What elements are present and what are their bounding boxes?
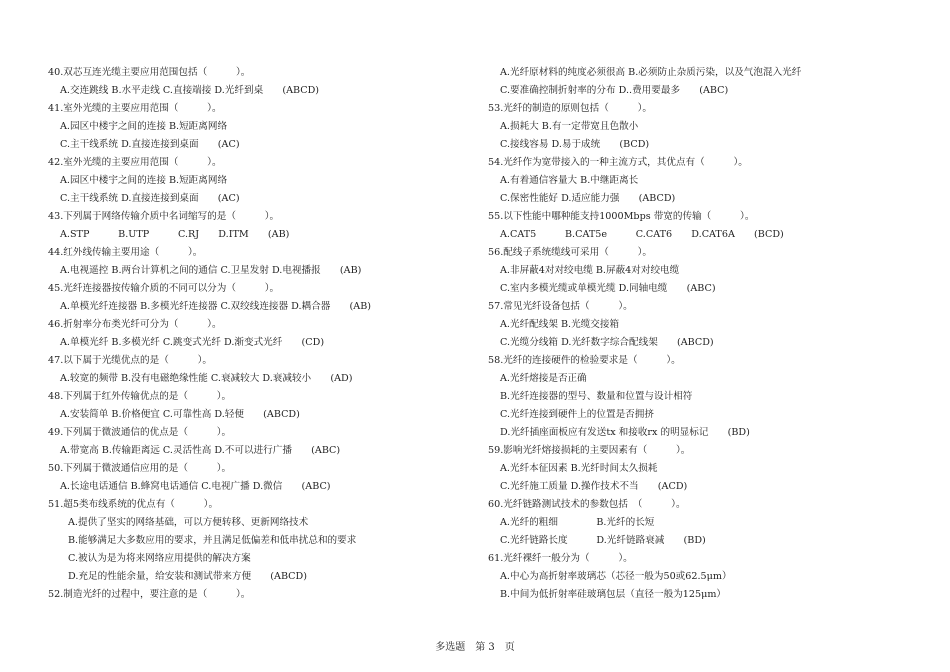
answer-options: C.接线容易 D.易于成统 (BCD) (500, 139, 650, 150)
answer-options: A.光纤配线架 B.光缆交接箱 (500, 319, 620, 330)
question-stem: 50.下列属于微波通信应用的是（ ）。 (48, 463, 232, 474)
question-stem: 51.超5类布线系统的优点有（ ）。 (48, 499, 219, 510)
question-stem: 44.红外线传输主要用途（ ）。 (48, 247, 203, 258)
answer-options: B.中间为低折射率硅玻璃包层（直径一般为125μm） (500, 589, 727, 600)
answer-options: D.充足的性能余量，给安装和测试带来方便 (ABCD) (68, 571, 307, 582)
question-stem: 61.光纤裸纤一般分为（ ）。 (488, 553, 633, 564)
question-stem: 47.以下属于光缆优点的是（ ）。 (48, 355, 212, 366)
answer-options: A.电视遥控 B.两台计算机之间的通信 C.卫星发射 D.电视播报 (AB) (60, 265, 362, 276)
question-stem: 45.光纤连接器按传输介质的不同可以分为（ ）。 (48, 283, 280, 294)
question-stem: 42.室外光缆的主要应用范围（ ）。 (48, 157, 222, 168)
answer-options: A.提供了坚实的网络基础，可以方便转移、更新网络技术 (68, 517, 309, 528)
answer-options: A.安装简单 B.价格便宜 C.可靠性高 D.轻便 (ABCD) (60, 409, 300, 420)
answer-options: C.光纤链路长度 D.光纤链路衰减 (BD) (500, 535, 706, 546)
question-stem: 54.光纤作为宽带接入的一种主流方式，其优点有（ ）。 (488, 157, 748, 168)
answer-options: A.园区中楼宇之间的连接 B.短距离网络 (60, 175, 228, 186)
answer-options: C.被认为是为将来网络应用提供的解决方案 (68, 553, 251, 564)
question-stem: 55.以下性能中哪种能支持1000Mbps 带宽的传输（ ）。 (488, 211, 755, 222)
left-column (48, 64, 468, 604)
question-stem: 43.下列属于网络传输介质中名词缩写的是（ ）。 (48, 211, 280, 222)
answer-options: A.中心为高折射率玻璃芯（芯径一般为50或62.5μm） (500, 571, 732, 582)
answer-options: A.交连跳线 B.水平走线 C.直接端接 D.光纤到桌 (ABCD) (60, 85, 320, 96)
right-column (488, 64, 918, 604)
answer-options: A.较宽的频带 B.没有电磁绝缘性能 C.衰减较大 D.衰减较小 (AD) (60, 373, 353, 384)
question-stem: 59.影响光纤熔接损耗的主要因素有（ ）。 (488, 445, 691, 456)
question-stem: 57.常见光纤设备包括（ ）。 (488, 301, 633, 312)
answer-options: A.园区中楼宇之间的连接 B.短距离网络 (60, 121, 228, 132)
page-footer: 多选题 第 3 页 (435, 642, 515, 653)
answer-options: A.长途电话通信 B.蜂窝电话通信 C.电视广播 D.微信 (ABC) (60, 481, 331, 492)
answer-options: C.光纤连接到硬件上的位置是否拥挤 (500, 409, 654, 420)
question-stem: 49.下列属于微波通信的优点是（ ）。 (48, 427, 232, 438)
answer-options: B.能够满足大多数应用的要求，并且满足低偏差和低串扰总和的要求 (68, 535, 357, 546)
question-stem: 60.光纤链路测试技术的参数包括 （ ）。 (488, 499, 686, 510)
answer-options: C.室内多模光缆或单模光缆 D.同轴电缆 (ABC) (500, 283, 716, 294)
question-stem: 48.下列属于红外传输优点的是（ ）。 (48, 391, 232, 402)
answer-options: A.CAT5 B.CAT5e C.CAT6 D.CAT6A (BCD) (500, 229, 784, 240)
answer-options: A.带宽高 B.传输距离远 C.灵活性高 D.不可以进行广播 (ABC) (60, 445, 341, 456)
question-stem: 58.光纤的连接硬件的检验要求是（ ）。 (488, 355, 681, 366)
answer-options: A.光纤熔接是否正确 (500, 373, 587, 384)
question-stem: 41.室外光缆的主要应用范围（ ）。 (48, 103, 222, 114)
answer-options: C.要准确控制折射率的分布 D..费用要最多 (ABC) (500, 85, 729, 96)
answer-options: A.光纤原材料的纯度必须很高 B.必须防止杂质污染，以及气泡混入光纤 (500, 67, 802, 78)
question-stem: 40.双芯互连光缆主要应用范围包括（ ）。 (48, 67, 251, 78)
answer-options: C.光纤施工质量 D.操作技术不当 (ACD) (500, 481, 688, 492)
answer-options: A.单模光纤 B.多模光纤 C.跳变式光纤 D.渐变式光纤 (CD) (60, 337, 325, 348)
answer-options: B.光纤连接器的型号、数量和位置与设计相符 (500, 391, 693, 402)
answer-options: C.光缆分线箱 D.光纤数字综合配线架 (ABCD) (500, 337, 714, 348)
answer-options: A.光纤的粗细 B.光纤的长短 (500, 517, 655, 528)
question-stem: 53.光纤的制造的原则包括（ ）。 (488, 103, 652, 114)
answer-options: A.光纤本征因素 B.光纤时间太久损耗 (500, 463, 658, 474)
answer-options: A.非屏蔽4对对绞电缆 B.屏蔽4对对绞电缆 (500, 265, 680, 276)
answer-options: A.有着通信容量大 B.中继距离长 (500, 175, 639, 186)
question-stem: 52.制造光纤的过程中，要注意的是（ ）。 (48, 589, 251, 600)
answer-options: C.主干线系统 D.直接连接到桌面 (AC) (60, 139, 240, 150)
answer-options: D.光纤插座面板应有发送tx 和接收rx 的明显标记 (BD) (500, 427, 750, 438)
answer-options: A.损耗大 B.有一定带宽且色散小 (500, 121, 639, 132)
question-stem: 56.配线子系统缆线可采用（ ）。 (488, 247, 652, 258)
answer-options: C.保密性能好 D.适应能力强 (ABCD) (500, 193, 676, 204)
answer-options: C.主干线系统 D.直接连接到桌面 (AC) (60, 193, 240, 204)
question-stem: 46.折射率分布类光纤可分为（ ）。 (48, 319, 222, 330)
answer-options: A.STP B.UTP C.RJ D.ITM (AB) (60, 229, 290, 240)
answer-options: A.单模光纤连接器 B.多模光纤连接器 C.双绞线连接器 D.耦合器 (AB) (60, 301, 371, 312)
